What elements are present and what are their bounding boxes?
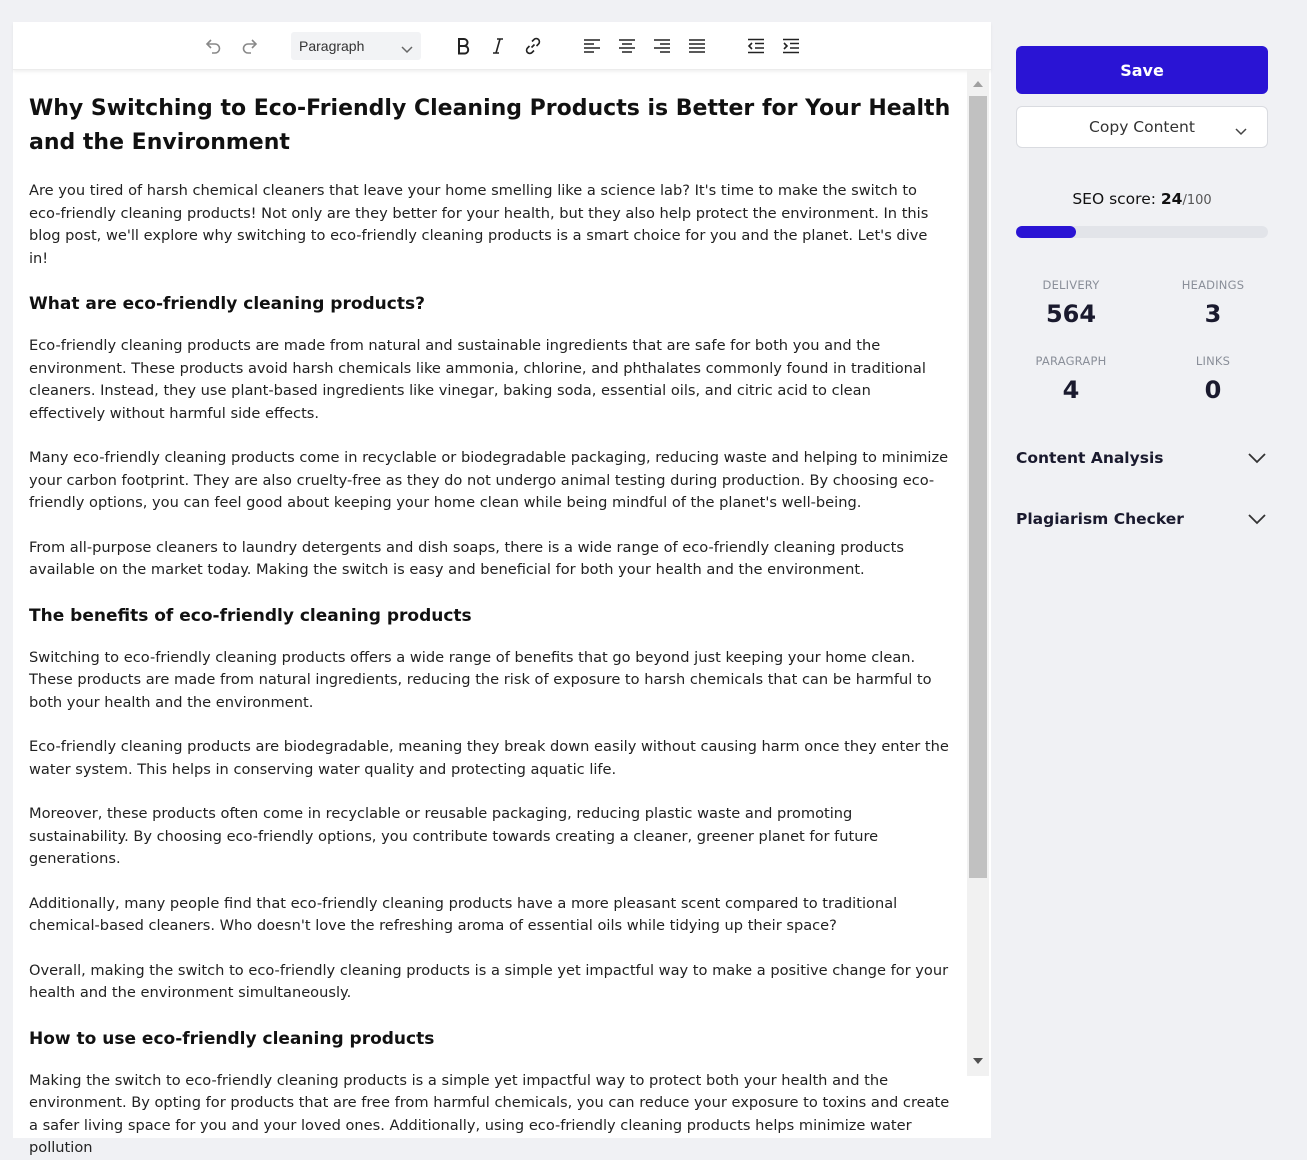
outdent-icon[interactable] <box>743 33 769 59</box>
indent-icon[interactable] <box>778 33 804 59</box>
stat-headings <box>1158 278 1268 328</box>
align-justify-icon[interactable] <box>684 33 710 59</box>
chevron-down-icon <box>1235 122 1247 140</box>
accordion-label: Content Analysis <box>1016 449 1164 467</box>
article-title: Why Switching to Eco-Friendly Cleaning Products is Better for Your Health and the Environment <box>29 96 951 155</box>
seo-score <box>1016 190 1268 208</box>
editor-panel <box>13 22 991 1156</box>
stats-grid <box>1016 278 1268 404</box>
seo-score-label: SEO score: <box>1072 190 1161 208</box>
stat-value: 0 <box>1204 376 1222 404</box>
paragraph: Overall, making the switch to eco-friendly cleaning products is a simple yet impactful way to make a positive change for your health and the environment simultaneously. <box>29 961 949 1001</box>
italic-icon[interactable] <box>485 33 511 59</box>
paragraph: Eco-friendly cleaning products are biodegradable, meaning they break down easily without causing harm once they enter the water system. This helps in conserving water quality and protecting aquatic life. <box>29 738 949 778</box>
save-button[interactable]: Save <box>1016 46 1268 94</box>
content-analysis-toggle[interactable] <box>1016 446 1268 470</box>
paragraph: Eco-friendly cleaning products are made from natural and sustainable ingredients that are safe for both you and the environment. These products avoid harsh chemicals like ammonia, chlorine, and phthalates commonly found in traditional cleaners. Instead, they use plant-based ingredients like vinegar, baking soda, essential oils, and citric acid to clean effectively without harmful side effects. <box>29 337 926 422</box>
chevron-down-icon <box>1248 453 1266 463</box>
link-icon[interactable] <box>520 33 546 59</box>
sidebar <box>1016 46 1268 568</box>
block-format-value: Paragraph <box>299 38 365 54</box>
section-heading: What are eco-friendly cleaning products? <box>29 294 425 314</box>
seo-progress-bar <box>1016 226 1268 238</box>
redo-icon[interactable] <box>237 33 263 59</box>
align-center-icon[interactable] <box>614 33 640 59</box>
block-format-select[interactable] <box>291 32 421 60</box>
section-heading: The benefits of eco-friendly cleaning products <box>29 605 472 626</box>
chevron-down-icon <box>1248 514 1266 524</box>
paragraph: Making the switch to eco-friendly cleaning products is a simple yet impactful way to protect both your health and the environment. By opting for products that are free from harmful chemicals, you can reduce your exposure to toxins and create a safer living space for you and your loved ones. Additionally, using eco-friendly cleaning products helps minimize water pollution <box>29 1071 950 1156</box>
accordion-label: Plagiarism Checker <box>1016 510 1184 528</box>
paragraph: From all-purpose cleaners to laundry detergents and dish soaps, there is a wide range of eco-friendly cleaning products available on the market today. Making the switch is easy and beneficial for both your health and the environment. <box>29 538 904 578</box>
seo-progress-fill <box>1016 226 1076 238</box>
plagiarism-checker-toggle[interactable] <box>1016 507 1268 531</box>
editor-content[interactable] <box>13 70 967 1156</box>
analysis-accordion <box>1016 446 1268 531</box>
align-right-icon[interactable] <box>649 33 675 59</box>
editor-scrollbar[interactable] <box>967 70 989 1076</box>
align-left-icon[interactable] <box>579 33 605 59</box>
chevron-down-icon <box>401 41 413 57</box>
paragraph: Many eco-friendly cleaning products come in recyclable or biodegradable packaging, reducing waste and helping to minimize your carbon footprint. They are also cruelty-free as they do not undergo animal testing during production. By choosing eco-friendly options, you can feel good about keeping your home clean while being mindful of the planet's well-being. <box>29 449 949 511</box>
article-intro: Are you tired of harsh chemical cleaners that leave your home smelling like a science lab? It's time to make the switch to eco-friendly cleaning products! Not only are they better for your health, but they also help protect the environment. In this blog post, we'll explore why switching to eco-friendly cleaning products is a smart choice for you and the planet. Let's dive in! <box>29 182 929 267</box>
paragraph: Moreover, these products often come in recyclable or reusable packaging, reducing plastic waste and promoting sustainability. By choosing eco-friendly options, you contribute towards creating a cleaner, greener planet for future generations. <box>29 805 879 867</box>
stat-label: LINKS <box>1195 354 1231 368</box>
stat-delivery <box>1016 278 1126 328</box>
section-heading: How to use eco-friendly cleaning products <box>29 1028 435 1049</box>
undo-icon[interactable] <box>200 33 226 59</box>
stat-label: DELIVERY <box>1042 278 1100 292</box>
paragraph: Additionally, many people find that eco-friendly cleaning products have a more pleasant scent compared to traditional chemical-based cleaners. Who doesn't love the refreshing aroma of essential oils while tidying up their space? <box>29 894 898 934</box>
stat-paragraph <box>1016 354 1126 404</box>
seo-score-max: /100 <box>1182 193 1212 208</box>
bold-icon[interactable] <box>450 33 476 59</box>
stat-value: 4 <box>1062 376 1080 404</box>
scroll-up-arrow-icon[interactable] <box>967 72 989 94</box>
editor-toolbar <box>13 22 991 70</box>
stat-value: 564 <box>1045 300 1097 328</box>
copy-content-label: Copy Content <box>1089 118 1195 136</box>
copy-content-dropdown[interactable] <box>1016 106 1268 148</box>
stat-label: PARAGRAPH <box>1035 354 1107 368</box>
paragraph: Switching to eco-friendly cleaning products offers a wide range of benefits that go beyond just keeping your home clean. These products are made from natural ingredients, reducing the risk of exposure to harsh chemicals that can be harmful to both your health and the environment. <box>29 648 932 711</box>
scroll-down-arrow-icon[interactable] <box>967 1050 989 1072</box>
scrollbar-thumb[interactable] <box>969 96 987 878</box>
seo-score-value: 24 <box>1160 190 1183 208</box>
stat-value: 3 <box>1204 300 1222 328</box>
stat-label: HEADINGS <box>1181 278 1245 292</box>
stat-links <box>1158 354 1268 404</box>
